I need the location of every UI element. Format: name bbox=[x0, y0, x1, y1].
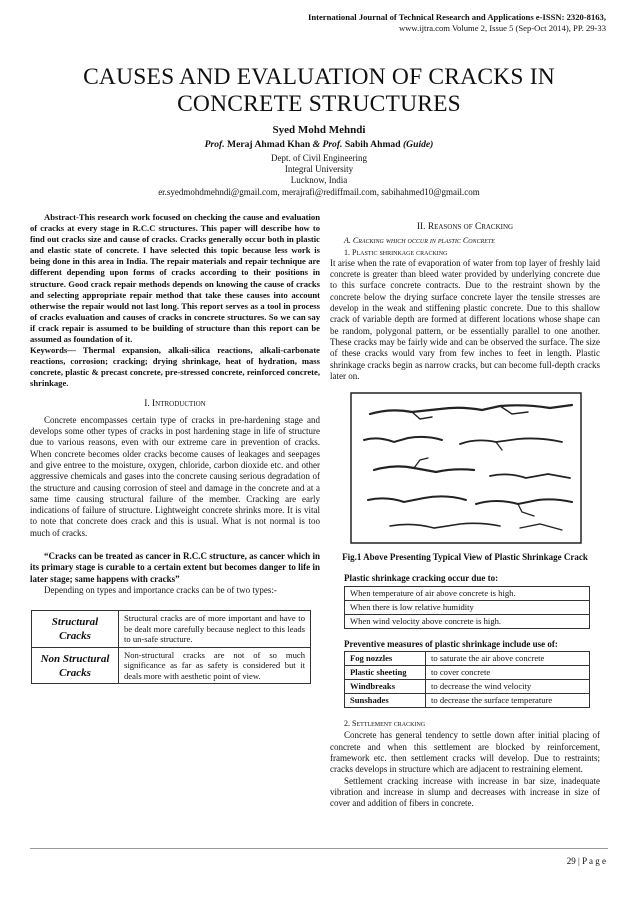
prof-name-2: Sabih Ahmad bbox=[344, 139, 401, 150]
preventive-heading: Preventive measures of plastic shrinkage include use of: bbox=[344, 638, 558, 649]
footer-rule bbox=[30, 848, 608, 849]
type-name: Non Structural Cracks bbox=[32, 647, 119, 684]
journal-name: International Journal of Technical Research and Applications e-ISSN: 2320-8163, bbox=[307, 12, 606, 22]
due-to-heading: Plastic shrinkage cracking occur due to: bbox=[344, 573, 499, 584]
crack-figure bbox=[350, 392, 582, 544]
section-heading-introduction: I. Introduction bbox=[144, 398, 206, 409]
causes-table bbox=[344, 586, 590, 629]
intro-paragraph-1: Concrete encompasses certain type of cracks in pre-hardening stage and develops some other types of cracks in post hardening stage in life of structure due to various reasons, even with our extreme care in prevention of cracks. When concrete becomes older cracks become causes of leakages and seepages and give entree to the moisture, oxygen, chloride, carbon dioxide etc. and other aggressive chemicals and gases into the concrete causing serious degradation of the structure and causing corrosion of steel and damage in the concrete and at a same time causing structural failure of the member. Cracking are early indications of failure of structure. Lightweight concrete shrinks more. It is vital to note that concrete does crack and this is usual. What is not normal is too much of cracks. bbox=[30, 414, 320, 538]
table-row bbox=[345, 666, 590, 680]
title-line-2: CONCRETE STRUCTURES bbox=[177, 91, 461, 117]
plastic-shrinkage-paragraph: It arise when the rate of evaporation of water from top layer of freshly laid concrete is greater than bleed water provided by underlying concrete due to this surface concrete contracts. Due to the restraint shown by the concrete below the drying surface concrete layer the tensile stresses are develop in the weak and stiffening plastic concrete. Due to this shallow crack of variable depth are formed at different locations whose shape can be random, polygonal pattern, or be essentially parallel to one another. These cracks may be fairly wide and can be observed the surface. The size of these cracks would vary from few inches to feet in length. Plastic shrinkage cracks begin as narrow cracks, but can become full-depth cracks later on. bbox=[330, 257, 600, 381]
subsection-2: 2. Settlement cracking bbox=[344, 719, 426, 729]
paper-title bbox=[30, 64, 608, 118]
prof-title-2: Prof. bbox=[322, 139, 343, 150]
plastic-shrinkage-figure bbox=[350, 392, 582, 544]
figure-caption: Fig.1 Above Presenting Typical View of Plastic Shrinkage Crack bbox=[342, 552, 588, 563]
measure-name: Fog nozzles bbox=[345, 652, 426, 666]
preventive-table bbox=[344, 651, 590, 708]
measure-purpose: to saturate the air above concrete bbox=[426, 652, 590, 666]
type-name: Structural Cracks bbox=[32, 611, 119, 648]
table-row bbox=[345, 694, 590, 708]
type-description: Structural cracks are of more important and have to be dealt more carefully because neglect to this leads to un-safe structure. bbox=[119, 611, 311, 648]
left-column bbox=[30, 212, 320, 684]
guide-label: (Guide) bbox=[402, 139, 434, 150]
keywords: Keywords— Thermal expansion, alkali-silica reactions, alkali-carbonate reactions, corrosion; cracking; drying shrinkage, heat of hydration, mass concrete, plastic & precast concrete, pre-stressed concrete, reinforced concrete, shrinkage. bbox=[30, 345, 320, 389]
measure-purpose: to cover concrete bbox=[426, 666, 590, 680]
table-row bbox=[345, 600, 590, 614]
cause-item: When temperature of air above concrete is high. bbox=[345, 586, 590, 600]
journal-volume: www.ijtra.com Volume 2, Issue 5 (Sep-Oct 2014), PP. 29-33 bbox=[398, 23, 606, 33]
author-emails: er.syedmohdmehndi@gmail.com, merajrafi@rediffmail.com, sabihahmed10@gmail.com bbox=[158, 187, 480, 197]
author-name: Syed Mohd Mehndi bbox=[272, 124, 366, 136]
table-row bbox=[345, 586, 590, 600]
section-heading-reasons: II. Reasons of Cracking bbox=[416, 222, 514, 232]
settlement-paragraph-1: Concrete has general tendency to settle down after initial placing of concrete and when this settlement are blocked by reinforcement, framework etc. then settlement cracks will develop. Due to restraints; cracks develops in structure which are adjacent to restraining element. bbox=[330, 730, 600, 775]
quote-paragraph: “Cracks can be treated as cancer in R.C.C structure, as cancer which in its primary stage is curable to a certain extent but becomes danger to life in later stage; same happens with cracks” bbox=[30, 551, 320, 584]
table-row bbox=[32, 611, 311, 648]
cause-item: When there is low relative humidity bbox=[345, 600, 590, 614]
measure-purpose: to decrease the surface temperature bbox=[426, 694, 590, 708]
type-description: Non-structural cracks are not of so much significance as far as safety is considered but it deals more with aesthetic point of view. bbox=[119, 647, 311, 684]
right-column bbox=[330, 222, 600, 809]
subsection-1: 1. Plastic shrinkage cracking bbox=[344, 247, 448, 257]
affiliation-city: Lucknow, India bbox=[290, 175, 348, 185]
co-authors bbox=[30, 139, 608, 151]
journal-header bbox=[206, 12, 606, 34]
table-row bbox=[345, 614, 590, 628]
subsection-a: A. Cracking which occur in plastic Concrete bbox=[344, 236, 495, 246]
settlement-paragraph-2: Settlement cracking increase with increase in bar size, inadequate vibration and increase in slump and decreases with increase in size of cover and addition of fibers in concrete. bbox=[330, 775, 600, 809]
page-number: 29 | P a g e bbox=[566, 856, 606, 866]
measure-name: Plastic sheeting bbox=[345, 666, 426, 680]
measure-purpose: to decrease the wind velocity bbox=[426, 680, 590, 694]
table-row bbox=[345, 652, 590, 666]
intro-paragraph-2: Depending on types and importance cracks can be of two types:- bbox=[44, 584, 277, 595]
affiliation-dept: Dept. of Civil Engineering bbox=[271, 153, 367, 163]
cause-item: When wind velocity above concrete is high. bbox=[345, 614, 590, 628]
ampersand: & bbox=[312, 139, 321, 150]
crack-types-table bbox=[31, 610, 311, 684]
affiliation-univ: Integral University bbox=[284, 164, 354, 174]
measure-name: Sunshades bbox=[345, 694, 426, 708]
measure-name: Windbreaks bbox=[345, 680, 426, 694]
abstract: Abstract-This research work focused on checking the cause and evaluation of cracks at every stage in R.C.C structures. This paper will describe how to find out cracks size and cause of cracks. Cracks generally occur both in plastic and elastic state of concrete. I have selected this topic because less work is being done in this area in India. The repair materials and repair technique are different depending upon forms of cracks according to their positions in structure. Good crack repair methods depends on knowing the cause of cracks and selecting appropriate repair method that take these causes into account otherwise the repair would not last long. This report serves as a tool in process of cracks evaluation and causes of cracks in concrete structures. So we can say if crack repair is assumed to be building of structure than this report can be assumed as foundation of it. bbox=[30, 212, 320, 345]
table-row bbox=[345, 680, 590, 694]
table-row bbox=[32, 647, 311, 684]
prof-name-1: Meraj Ahmad Khan bbox=[227, 139, 311, 150]
title-line-1: CAUSES AND EVALUATION OF CRACKS IN bbox=[83, 64, 555, 90]
prof-title-1: Prof. bbox=[204, 139, 225, 150]
